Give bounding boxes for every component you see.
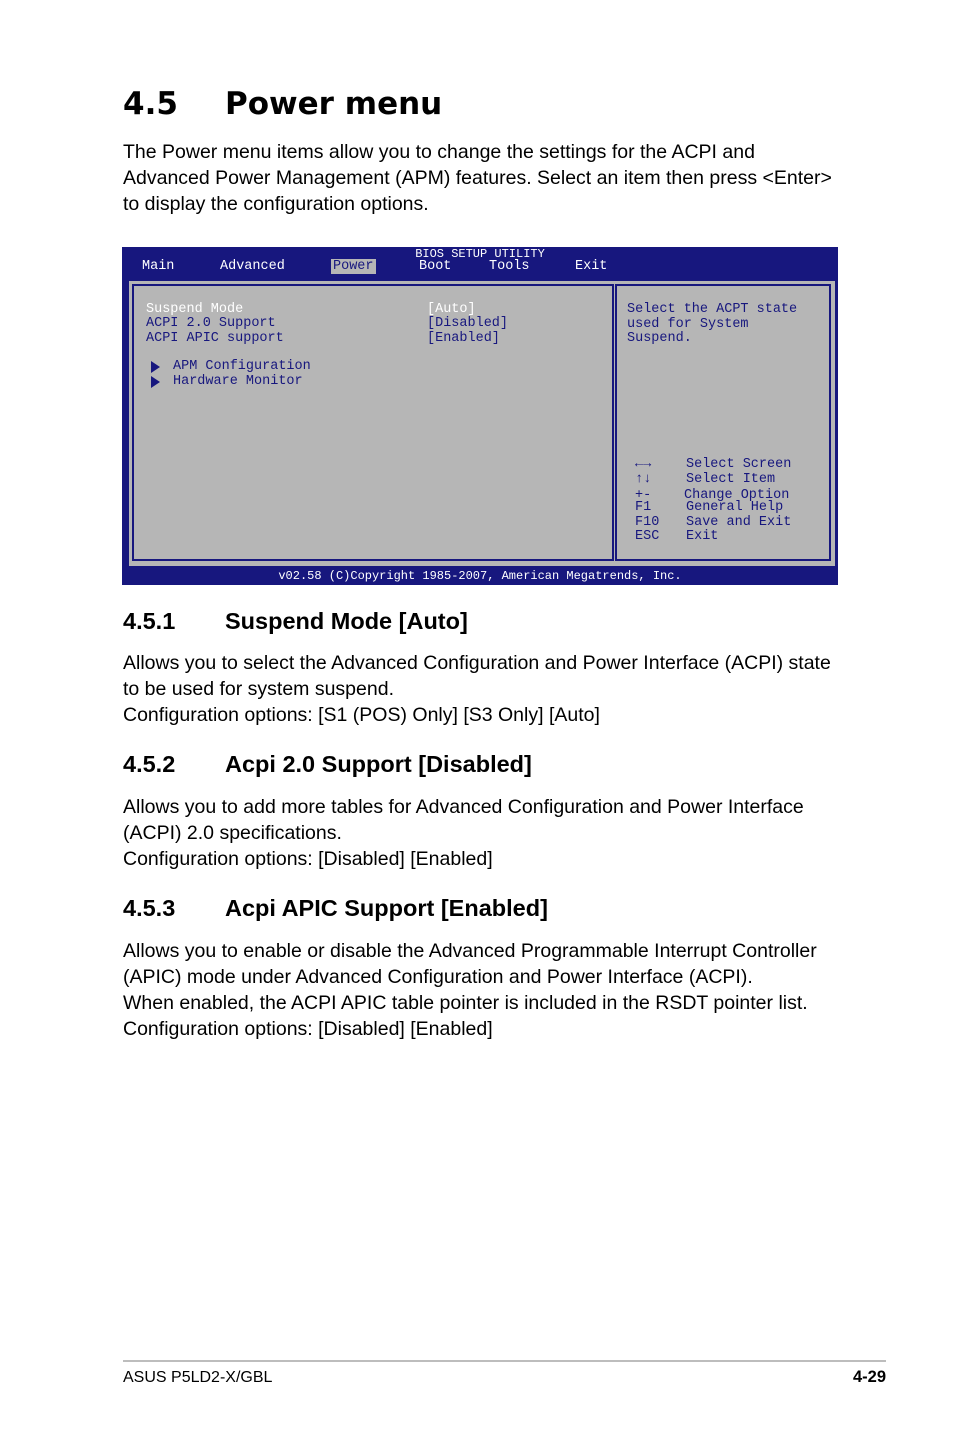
intro-line: The Power menu items allow you to change the settings for the ACPI and bbox=[123, 141, 755, 163]
subsection-heading bbox=[123, 751, 532, 778]
subsection-title: Acpi 2.0 Support [Disabled] bbox=[225, 751, 532, 777]
help-text-line: Select the ACPT state bbox=[627, 302, 798, 317]
key-action: Change Option bbox=[684, 488, 790, 503]
body-line: When enabled, the ACPI APIC table pointer is included in the RSDT pointer list. bbox=[123, 992, 808, 1014]
footer-divider bbox=[123, 1360, 886, 1362]
subsection-number: 4.5.2 bbox=[123, 751, 176, 777]
help-text-line: used for System bbox=[627, 317, 749, 332]
bios-menu-exit[interactable]: Exit bbox=[575, 259, 608, 274]
bios-help-pane bbox=[615, 284, 831, 561]
section-number: 4.5 bbox=[123, 86, 178, 122]
bios-settings-pane bbox=[132, 284, 614, 561]
section-title: Power menu bbox=[225, 86, 443, 122]
key-label: F1 bbox=[635, 500, 652, 515]
subsection-heading bbox=[123, 895, 548, 922]
left-right-arrows-icon: ←→ bbox=[635, 457, 652, 472]
page-title bbox=[123, 86, 442, 122]
footer-product: ASUS P5LD2-X/GBL bbox=[123, 1369, 273, 1386]
key-label: ESC bbox=[635, 529, 660, 544]
subsection-title: Acpi APIC Support [Enabled] bbox=[225, 895, 548, 921]
intro-line: to display the configuration options. bbox=[123, 193, 429, 215]
subsection-body bbox=[123, 794, 843, 872]
body-line: Configuration options: [Disabled] [Enabled] bbox=[123, 848, 493, 870]
body-line: (APIC) mode under Advanced Configuration and Power Interface (ACPI). bbox=[123, 966, 753, 988]
body-line: Allows you to enable or disable the Advanced Programmable Interrupt Controller bbox=[123, 940, 817, 962]
body-line: (ACPI) 2.0 specifications. bbox=[123, 822, 342, 844]
setting-value-suspend-mode[interactable]: [Auto] bbox=[427, 302, 476, 317]
setting-label-acpi-2[interactable]: ACPI 2.0 Support bbox=[146, 316, 276, 331]
intro-line: Advanced Power Management (APM) features. Select an item then press <Enter> bbox=[123, 167, 832, 189]
body-line: to be used for system suspend. bbox=[123, 678, 394, 700]
intro-paragraph bbox=[123, 139, 843, 217]
key-label: F10 bbox=[635, 515, 660, 530]
bios-panel bbox=[127, 279, 837, 568]
help-text-line: Suspend. bbox=[627, 331, 692, 346]
setting-value-acpi-2[interactable]: [Disabled] bbox=[427, 316, 509, 331]
subsection-body bbox=[123, 650, 843, 728]
footer-page-number: 4-29 bbox=[852, 1368, 886, 1386]
key-action: Exit bbox=[686, 529, 719, 544]
body-line: Allows you to select the Advanced Configuration and Power Interface (ACPI) state bbox=[123, 652, 831, 674]
key-action: Select Screen bbox=[686, 457, 792, 472]
bios-copyright: v02.58 (C)Copyright 1985-2007, American Megatrends, Inc. bbox=[278, 569, 682, 583]
submenu-hardware-monitor[interactable]: Hardware Monitor bbox=[173, 374, 303, 389]
body-line: Allows you to add more tables for Advanced Configuration and Power Interface bbox=[123, 796, 804, 818]
key-label: +- bbox=[635, 488, 652, 503]
subsection-number: 4.5.1 bbox=[123, 608, 176, 634]
bios-screenshot bbox=[122, 247, 838, 585]
setting-value-acpi-apic[interactable]: [Enabled] bbox=[427, 331, 500, 346]
setting-label-acpi-apic[interactable]: ACPI APIC support bbox=[146, 331, 284, 346]
subsection-heading bbox=[123, 608, 468, 635]
key-action: General Help bbox=[686, 500, 784, 515]
bios-title: BIOS SETUP UTILITY bbox=[415, 247, 545, 261]
submenu-apm-configuration[interactable]: APM Configuration bbox=[173, 359, 311, 374]
subsection-number: 4.5.3 bbox=[123, 895, 176, 921]
bios-menu-boot[interactable]: Boot bbox=[419, 259, 452, 274]
key-action: Select Item bbox=[686, 472, 776, 487]
key-action: Save and Exit bbox=[686, 515, 792, 530]
bios-menu-tools[interactable]: Tools bbox=[489, 259, 530, 274]
subsection-title: Suspend Mode [Auto] bbox=[225, 608, 468, 634]
subsection-body bbox=[123, 938, 843, 1042]
bios-menu-power[interactable]: Power bbox=[333, 259, 374, 274]
bios-menu-advanced[interactable]: Advanced bbox=[220, 259, 285, 274]
up-down-arrows-icon: ↑↓ bbox=[635, 472, 652, 487]
submenu-arrow-icon bbox=[151, 361, 160, 373]
setting-label-suspend-mode[interactable]: Suspend Mode bbox=[146, 302, 244, 317]
body-line: Configuration options: [S1 (POS) Only] [S3 Only] [Auto] bbox=[123, 704, 600, 726]
submenu-arrow-icon bbox=[151, 376, 160, 388]
body-line: Configuration options: [Disabled] [Enabled] bbox=[123, 1018, 493, 1040]
bios-menu-main[interactable]: Main bbox=[142, 259, 175, 274]
